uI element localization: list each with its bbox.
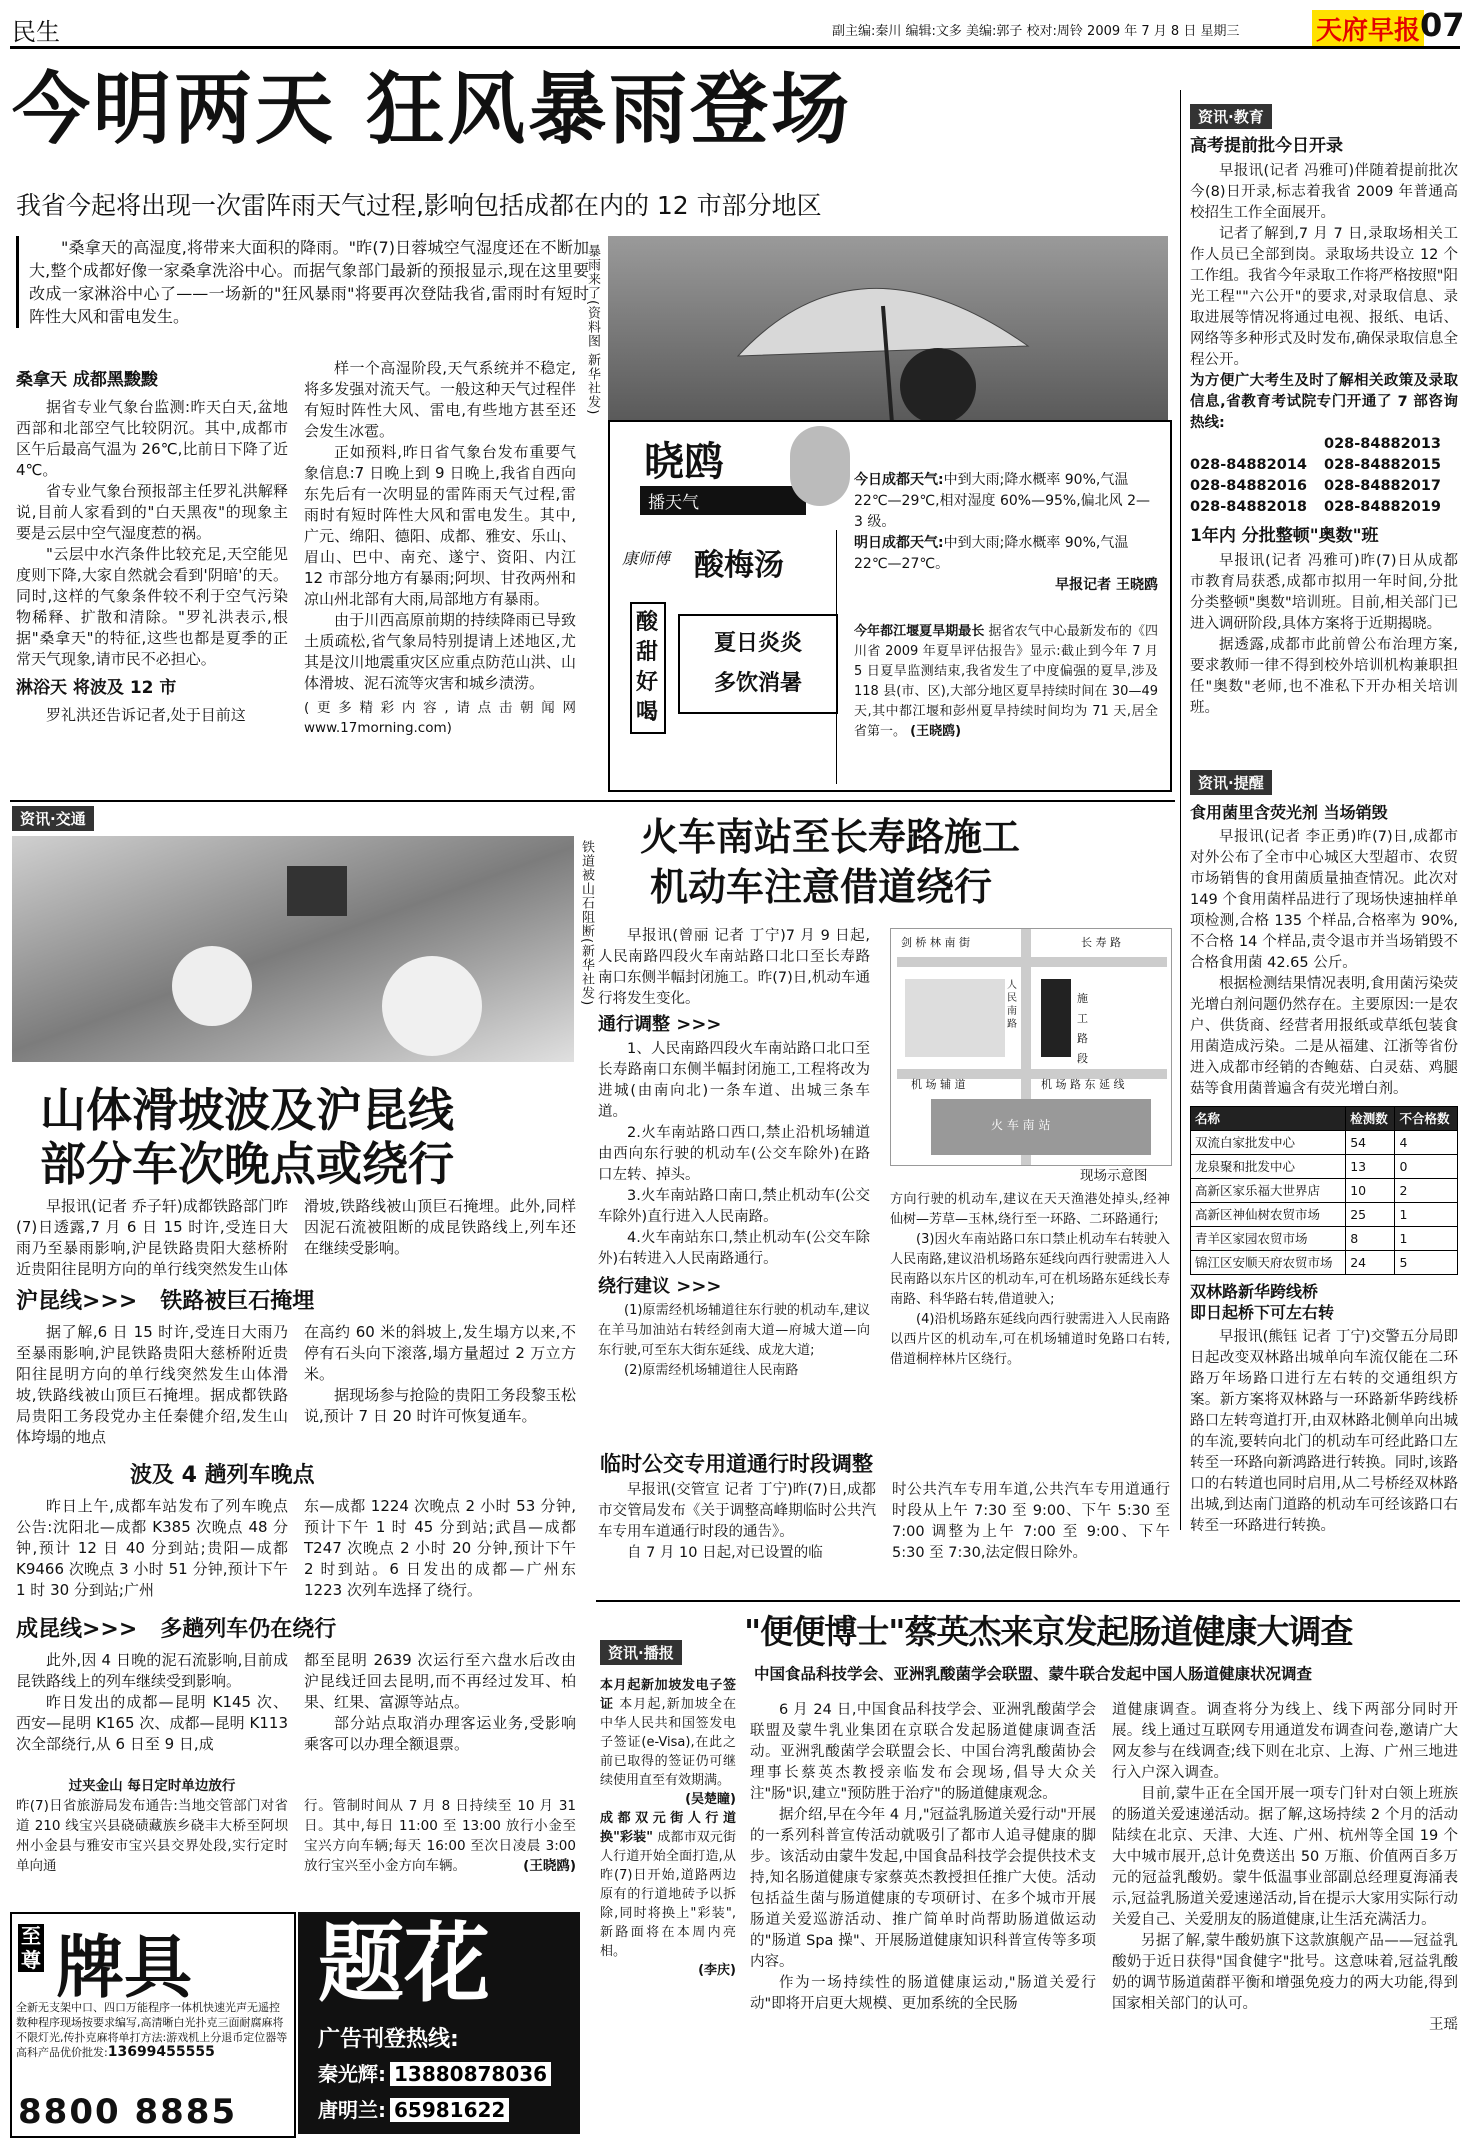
tour-brief: 过夹金山 每日定时单边放行 昨(7)日省旅游局发布通告:当地交管部门对省道 210 线宝兴县硗碛藏族乡硗丰大桥至阿坝州小金县与雅安市宝兴县交界处段,实行定时单向通 行。管制时间从 7 月 8 日持续至 10 月 31 日。其中,每日 11:00 至 13:00 放行小金至宝兴方向车辆;每天 16:00 至次日凌晨 3:00 放行宝兴至小金方向车辆。 (王晓鸥) [16, 1778, 576, 1874]
traffic-sub3-body: 此外,因 4 日晚的泥石流影响,目前成昆铁路线上的列车继续受到影响。 昨日发出的成都—昆明 K145 次、西安—昆明 K165 次、成都—昆明 K113 次全部绕行,从 6 日至 9 日,成 都至昆明 2639 次运行至六盘水后改由沪昆线迁回去昆明,而不再经过发耳、柏果、红果、富源等站点。 部分站点取消办理客运业务,受影响乘客可以办理全额退票。 [16, 1651, 576, 1753]
remind-tag: 资讯·提醒 [1190, 770, 1272, 795]
map-label: 施 工 路 段 [1077, 992, 1088, 1065]
bridge-title-1: 双林路新华跨线桥 [1190, 1282, 1319, 1301]
table-row: 双流白家批发中心 54 4 [1191, 1131, 1458, 1155]
ad1-title: 牌具 [56, 1929, 193, 2008]
drink-tag: 酸甜好喝 [630, 602, 666, 734]
traffic-sub3: 成昆线>>> 多趟列车仍在绕行 [16, 1617, 337, 1642]
site-map [890, 928, 1172, 1166]
broadcast-column: 本月起新加坡发电子签证 本月起,新加坡全在中华人民共和国签发电子签证(e-Visa),在此之前已取得的签证仍可继续使用直至有效期满。 (吴楚瞳) 成都双元街人行道换"彩装" 成都市双元街人行道开始全面打造,从昨(7)日开始,道路两边原有的行道地砖予以拆除,同时将换上"彩装",新路面将在本周内亮相。 (李庆) [600, 1678, 736, 1978]
station-left: 早报讯(曾丽 记者 丁宁)7 月 9 日起,人民南路四段火车南站路口北口至长寿路南口东侧半幅封闭施工。昨(7)日,机动车通行将发生变化。 通行调整 >>> 1、人民南路四段火车南站路口北口至长寿路南口东侧半幅封闭施工,工程将改为进城(由南向北)一条车道、出城三条车道。 2.火车南站路口西口,禁止沿机场辅道由西向东行驶的机动车(公交车除外)在路口左转、掉头。 3.火车南站路口南口,禁止机动车(公交车除外)直行进入人民南路。 4.火车南站东口,禁止机动车(公交车除外)右转进入人民南路通行。 绕行建议 >>> (1)原需经机场辅道往东行驶的机动车,建议在羊马加油站右转经剑南大道—府城大道—向东行驶,可至东大街东延线、成龙大道; (2)原需经机场辅道往人民南路 [598, 928, 870, 1378]
station-headline-2: 机动车注意借道绕行 [650, 865, 993, 909]
header-rule [10, 46, 1460, 49]
page-header [12, 6, 1465, 46]
train-icon [12, 836, 574, 1062]
section-name: 民生 [12, 18, 60, 46]
station-sub2: 绕行建议 >>> [598, 1276, 722, 1297]
station-detours: 方向行驶的机动车,建议在天天渔港处掉头,经神仙树—芳草—玉林,绕行至一环路、二环路通行; (3)因火车南站路口东口禁止机动车右转驶入人民南路,建议沿机场路东延线向西行驶需进入人民南路以东片区的机动车,可在机场路东延线长寿南路、科华路右转,借道驶入; (4)沿机场路东延线向西行驶需进入人民南路以西片区的机动车,可在机场辅道时免路口右转,借道桐梓林片区绕行。 [890, 1192, 1170, 1367]
lead-sub1: 桑拿天 成都黑黢黢 [16, 370, 158, 390]
remind-column: 食用菌里含荧光剂 当场销毁 早报讯(记者 李正勇)昨(7)日,成都市对外公布了全市中心城区大型超市、农贸市场销售的食用菌质量抽查情况。此次对 149 个食用菌样品进行了现场快速抽样单项检测,合格 135 个样品,合格率为 90%,不合格 14 个样品,责令退市并当场销毁不合格食用菌 42.65 公斤。 根据检测结果情况表明,食用菌污染荧光增白剂问题仍然存在。主要原因:一是农户、供货商、经营者用报纸或草纸包装食用菌造成污染。二是从福建、江浙等省份进入成都市经销的杏鲍菇、白灵菇、鸡腿菇等食用菌普遍含有荧光增白剂。 名称 检测数 不合格数 双流白家批发中心 54 4 龙泉聚和批发中心 13 0 高新区家乐福大世界店 10 2 高新区神仙树农贸市场 25 1 青羊区家园农贸市场 8 1 锦江区安顺天府农贸市场 24 5 双林路新华跨线桥 即日起桥下可左右转 早报讯(熊钰 记者 丁宁)交警五分局即日起改变双林路出城单向车流仅能在二环路万年场路口进行左右转的交通组织方案。新方案将双林路与一环路新华跨线桥路口左转弯道打开,由双林路北侧单向出城的车流,要转向北门的机动车可经此路口左转至一环路向新鸿路进行转换。同时,该路口的右转道也同时启用,从二号桥经双林路出城,到达南门道路的机动车可经该路口右转至一环路进行转换。 [1190, 803, 1458, 1534]
lead-sub2: 淋浴天 将波及 12 市 [16, 678, 177, 698]
bus-body: 早报讯(交管宣 记者 丁宁)昨(7)日,成都市交管局发布《关于调整高峰期临时公共汽车专用车道通行时段的通告》。 自 7 月 10 日起,对已设置的临 时公共汽车专用车道,公共汽车专用道通行时段从上午 7:30 至 9:00、下午 5:30 至 7:00 调整为上午 7:00 至 9:00、下午 5:30 至 7:30,法定假日除外。 [598, 1482, 1170, 1561]
station-sub1: 通行调整 >>> [598, 1014, 722, 1035]
traffic-sub2: 波及 4 趟列车晚点 [130, 1463, 315, 1488]
drink-name: 酸梅汤 [694, 548, 784, 583]
ad1-big-phone: 8800 8885 [18, 2092, 238, 2132]
ad1-badge: 至尊 [18, 1924, 44, 1972]
edu-tag: 资讯·教育 [1190, 104, 1272, 129]
brand-logo: 天府早报 [1312, 10, 1424, 47]
lead-intro: "桑拿天的高湿度,将带来大面积的降雨。"昨(7)日蓉城空气湿度还在不断加大,整个成都好像一家桑拿洗浴中心。而据气象部门最新的预报显示,现在这里要改成一家淋浴中心了——一场新的"狂风暴雨"将要再次登陆我省,雷雨时有短时阵性大风和雷电发生。 [16, 236, 589, 328]
broadcast-top-rule [596, 1600, 1460, 1602]
weather-report: 今日成都天气:中到大雨;降水概率 90%,气温 22℃—29℃,相对湿度 60%—95%,偏北风 2—3 级。 明日成都天气:中到大雨;降水概率 90%,气温 22℃—27℃。 早报记者 王晓鸥 [854, 472, 1158, 593]
traffic-sub2-body: 昨日上午,成都车站发布了列车晚点公告:沈阳北—成都 K385 次晚点 48 分钟,预计 12 日 40 分到站;贵阳—成都 K9466 次晚点 3 小时 51 分钟,预计下午 1 时 30 分到站;广州 东—成都 1224 次晚点 2 小时 53 分钟,预计下午 1 时 45 分到站;武昌—成都 T247 次晚点 2 小时 20 分钟,预计下午 2 时到站。6 日发出的成都—广州东 1223 次列车选择了绕行。 [16, 1497, 576, 1599]
table-row: 锦江区安顺天府农贸市场 24 5 [1191, 1251, 1458, 1275]
lead-col1-end: 罗礼洪还告诉记者,处于目前这 [46, 706, 246, 724]
ad2-contact2: 唐明兰: 65981622 [318, 2094, 509, 2123]
table-row: 龙泉聚和批发中心 13 0 [1191, 1155, 1458, 1179]
broadcast-tag: 资讯·播报 [600, 1640, 682, 1665]
fungus-table [1190, 1106, 1458, 1275]
traffic-intro: 早报讯(记者 乔子轩)成都铁路部门昨(7)日透露,7 月 6 日 15 时许,受连日大雨乃至暴雨影响,沪昆铁路贵阳大慈桥附近贵阳往昆明方向的单行线突然发生山体滑坡,铁路线被山顶巨石掩埋。此外,同样因泥石流被阻断的成昆铁路线上,列车还在继续受影响。 [16, 1197, 576, 1278]
edu-title1: 高考提前批今日开录 [1190, 136, 1343, 156]
right-column-rule [1180, 90, 1181, 1530]
slogan-box: 夏日炎炎 多饮消暑 [678, 614, 838, 714]
map-caption: 现场示意图 [1080, 1168, 1148, 1184]
lead-subhead: 我省今起将出现一次雷阵雨天气过程,影响包括成都在内的 12 市部分地区 [16, 191, 822, 220]
lead-col2 [304, 358, 576, 738]
sponsor-logo: 康师傅 [622, 549, 671, 568]
xiaoou-logo: 晓鸥 [644, 439, 724, 485]
table-row: 高新区神仙树农贸市场 25 1 [1191, 1203, 1458, 1227]
drought-brief: 今年都江堰夏旱期最长 据省农气中心最新发布的《四川省 2009 年夏旱评估报告》显示:截止到今年 7 月 5 日夏旱监测结束,我省发生了中度偏强的夏旱,涉及 118 县(市、区),大部分地区夏旱持续时间在 30—49 天,其中都江堰和彭州夏旱持续时间均为 71 天,居全省第一。 (王晓鸥) [854, 624, 1158, 739]
mascot-icon [790, 426, 850, 506]
landslide-caption: 铁道被山石阻断(新华社发) [579, 840, 594, 1007]
page-number: 07 [1420, 6, 1465, 44]
traffic-headline-1: 山体滑坡波及沪昆线 [40, 1083, 454, 1137]
weather-box [608, 420, 1172, 792]
traffic-sub1: 沪昆线>>> 铁路被巨石掩埋 [16, 1289, 315, 1314]
ad2-hotline: 广告刊登热线: [318, 2027, 459, 2052]
map-label: 剑 桥 林 南 街 [901, 936, 970, 949]
lead-col1 [16, 370, 288, 726]
traffic-top-rule [10, 800, 1175, 802]
lead-photo-caption: 暴雨来了(资料图 新华社发) [585, 244, 600, 416]
bridge-title-2: 即日起桥下可左右转 [1190, 1303, 1335, 1322]
ad2-contact1: 秦光辉: 13880878036 [318, 2058, 551, 2087]
hotline-list: 028-84882013 028-84882014 028-84882015 028-84882016 028-84882017 028-84882018 028-84882019 [1190, 436, 1441, 515]
drink-ad [614, 530, 837, 784]
landslide-photo [12, 836, 574, 1062]
health-body: 6 月 24 日,中国食品科技学会、亚洲乳酸菌学会联盟及蒙牛乳业集团在京联合发起肠道健康调查活动。亚洲乳酸菌学会联盟会长、中国台湾乳酸菌协会理事长蔡英杰教授亲临发布会现场,倡导大众关注"肠"识,建立"预防胜于治疗"的肠道健康观念。 据介绍,早在今年 4 月,"冠益乳肠道关爱行动"开展的一系列科普宣传活动就吸引了都市人追寻健康的脚步。该活动由蒙牛发起,中国食品科技学会提供技术支持,知名肠道健康专家蔡英杰教授担任推广大使。活动包括益生菌与肠道健康的专项研讨、在多个城市开展肠道关爱巡游活动、推广简单时尚帮助肠道做运动的"肠道 Spa 操"、开展肠道健康知识科普宣传等多项内容。 作为一场持续性的肠道健康运动,"肠道关爱行动"即将开启更大规模、更加系统的全民肠 道健康调查。调查将分为线上、线下两部分同时开展。线上通过互联网专用通道发布调查问卷,邀请广大网友参与在线调查;线下则在北京、上海、广州三地进行入户深入调查。 目前,蒙牛正在全国开展一项专门针对白领上班族的肠道关爱速递活动。据了解,这场持续 2 个月的活动陆续在北京、天津、大连、广州、杭州等全国 19 个大中城市展开,总计免费送出 50 万瓶、价值两百多万元的冠益乳酸奶。蒙牛低温事业部副总经理夏海涌表示,冠益乳肠道关爱速递活动,旨在提示大家用实际行动关爱自己、关爱朋友的肠道健康,让生活充满活力。 另据了解,蒙牛酸奶旗下这款旗舰产品——冠益乳酸奶于近日获得"国食健字"批号。这意味着,冠益乳酸奶的调节肠道菌群平衡和增强免疫力的两大功能,得到国家相关部门的认可。 王瑶 [750, 1702, 1458, 2033]
table-header: 名称 检测数 不合格数 [1191, 1107, 1458, 1131]
map-label: 火 车 南 站 [991, 1118, 1051, 1132]
traffic-headline-2: 部分车次晚点或绕行 [40, 1137, 454, 1191]
table-row: 高新区家乐福大世界店 10 2 [1191, 1179, 1458, 1203]
lead-col1-p2: 省专业气象台预报部主任罗礼洪解释说,目前人家看到的"白天黑夜"的现象主要是云层中空气湿度惹的祸。 [16, 482, 288, 542]
lead-col2-p2: 正如预料,昨日省气象台发布重要气象信息:7 日晚上到 9 日晚上,我省自西向东先后有一次明显的雷阵雨天气过程,雷雨时有短时阵性大风和雷电发生。其中,广元、绵阳、德阳、成都、雅安、乐山、眉山、巴中、南充、遂宁、资阳、内江 12 市部分地方有暴雨;阿坝、甘孜两州和凉山州北部有大雨,局部地方有暴雨。 [304, 443, 576, 608]
ad1-text: 全新无支架中口、四口万能程序一体机快速光声无遥控数种程序现场按要求编写,高清晰白光扑克三面耐腐麻将不限灯光,传扑克麻将单打方法:游戏机上分退币定位器等高科产品优价批发:13699455555 [16, 2001, 288, 2060]
ad2-title: 题花 [318, 1914, 490, 2014]
remind-title: 食用菌里含荧光剂 当场销毁 [1190, 803, 1388, 822]
health-headline: "便便博士"蔡英杰来京发起肠道健康大调查 [744, 1612, 1353, 1651]
traffic-sub1-body: 据了解,6 日 15 时许,受连日大雨乃至暴雨影响,沪昆铁路贵阳大慈桥附近贵阳往昆明方向的单行线突然发生山体滑坡,铁路线被山顶巨石掩埋。据成都铁路局贵阳工务段党办主任秦健介绍,发生山体垮塌的地点 在高约 60 米的斜坡上,发生塌方以来,不停有石头向下滚落,塌方量超过 2 万立方米。 据现场参与抢险的贵阳工务段黎玉松说,预计 7 日 20 时许可恢复通车。 [16, 1323, 576, 1446]
broadcast-bar: 播天气 [640, 486, 806, 515]
traffic-tag: 资讯·交通 [12, 806, 94, 831]
table-row: 青羊区家园农贸市场 8 1 [1191, 1227, 1458, 1251]
hotline-intro: 为方便广大考生及时了解相关政策及录取信息,省教育考试院专门开通了 7 部咨询热线: [1190, 373, 1458, 431]
health-subhead: 中国食品科技学会、亚洲乳酸菌学会联盟、蒙牛联合发起中国人肠道健康状况调查 [754, 1665, 1313, 1683]
lead-col2-note: (更多精彩内容,请点击朝闻网 www.17morning.com) [304, 700, 576, 736]
map-label: 机 场 路 东 延 线 [1041, 1078, 1125, 1091]
map-label: 长 寿 路 [1081, 936, 1121, 949]
bus-title: 临时公交专用道通行时段调整 [600, 1452, 873, 1476]
map-label: 人 民 南 路 [1007, 980, 1017, 1030]
edu-title2: 1年内 分批整顿"奥数"班 [1190, 526, 1379, 546]
header-credits: 副主编:秦川 编辑:文多 美编:郭子 校对:周铃 2009 年 7 月 8 日 星期三 [832, 24, 1240, 39]
lead-col1-p1: 据省专业气象台监测:昨天白天,盆地西部和北部空气比较阴沉。其中,成都市区午后最高气温为 26℃,比前日下降了近 4℃。 [16, 398, 288, 479]
map-label: 机 场 辅 道 [911, 1078, 966, 1091]
edu-column: 高考提前批今日开录 早报讯(记者 冯雅可)伴随着提前批次今(8)日开录,标志着我省 2009 年普通高校招生工作全面展开。 记者了解到,7 月 7 日,录取场相关工作人员已全部到岗。录取场共设立 12 个工作组。我省今年录取工作将严格按照"阳光工程""六公开"的要求,对录取信息、录取进展等情况将通过电视、报纸、电话、网络等多种形式及时发布,确保录取信息全程公开。 为方便广大考生及时了解相关政策及录取信息,省教育考试院专门开通了 7 部咨询热线: 028-84882013 028-84882014 028-84882015 028-84882016 028-84882017 028-84882018 028-84882019 1年内 分批整顿"奥数"班 早报讯(记者 冯雅可)昨(7)日从成都市教育局获悉,成都市拟用一年时间,分批分类整顿"奥数"培训班。目前,相关部门已进入调研阶段,具体方案将于近期揭晓。 据透露,成都市此前曾公布治理方案,要求教师一律不得到校外培训机构兼职担任"奥数"老师,也不准私下开办相关培训班。 [1190, 136, 1458, 716]
lead-col1-p3: "云层中水汽条件比较充足,天空能见度则下降,大家自然就会看到'阴暗'的天。同时,这样的气象条件较不利于空气污染物稀释、扩散和清除。"罗礼洪表示,根据"桑拿天"的特征,这些也都是夏季的正常天气现象,请市民不必担心。 [16, 545, 288, 668]
ad-playing-cards [10, 1912, 296, 2138]
lead-col2-p3: 由于川西高原前期的持续降雨已导致土质疏松,省气象局特别提请上述地区,尤其是汶川地震重灾区应重点防范山洪、山体滑坡、泥石流等灾害和城乡渍涝。 [304, 611, 576, 692]
ad-title-flower [298, 1912, 580, 2134]
lead-col2-p1: 样一个高湿阶段,天气系统并不稳定,将多发强对流天气。一般这种天气过程伴有短时阵性大风、雷电,有些地方甚至还会发生冰雹。 [304, 359, 576, 440]
station-headline-1: 火车南站至长寿路施工 [640, 815, 1021, 859]
lead-headline: 今明两天 狂风暴雨登场 [12, 65, 853, 155]
